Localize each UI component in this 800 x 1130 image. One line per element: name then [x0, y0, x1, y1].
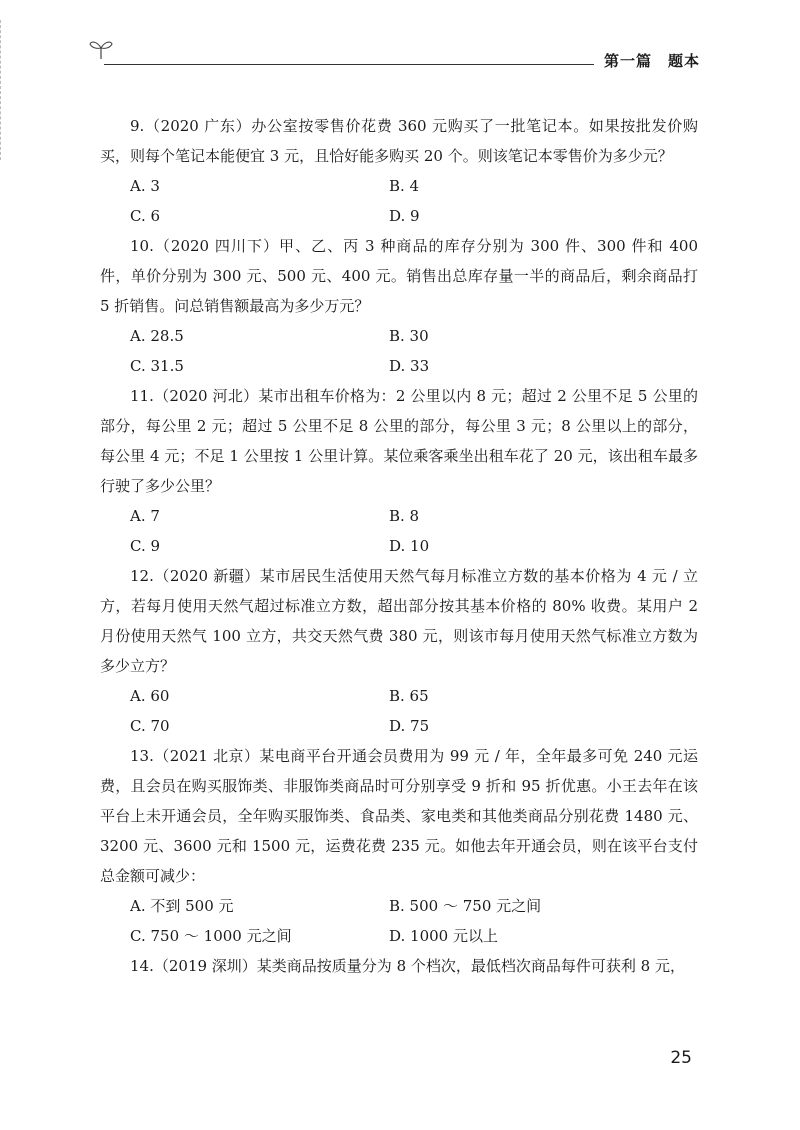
option-a: A. 60 — [130, 687, 170, 705]
option-a: A. 3 — [130, 177, 160, 195]
options-row — [100, 501, 698, 531]
question-13: 13.（2021 北京）某电商平台开通会员费用为 99 元 / 年，全年最多可免 240 元运费，且会员在购买服饰类、非服饰类商品时可分别享受 9 折和 95 折优惠。小王去年在该平台上未开通会员，全年购买服饰类、食品类、家电类和其他类商品分别花费 1480 元、3200 元、3600 元和 1500 元，运费花费 235 元。如他去年开通会员，则在该平台支付总金额可减少： — [100, 747, 698, 885]
option-d: D. 10 — [389, 537, 430, 555]
question-9: 9.（2020 广东）办公室按零售价花费 360 元购买了一批笔记本。如果按批发价购买，则每个笔记本能便宜 3 元，且恰好能多购买 20 个。则该笔记本零售价为多少元？ — [100, 117, 698, 165]
options-row — [100, 201, 698, 231]
option-c: C. 9 — [130, 537, 161, 555]
header-title: 第一篇 题本 — [604, 52, 701, 70]
option-a: A. 28.5 — [130, 327, 184, 345]
page-edge-mark — [0, 20, 4, 160]
options-row — [100, 891, 698, 921]
sprout-icon — [88, 38, 114, 60]
options-row — [100, 681, 698, 711]
options-row — [100, 531, 698, 561]
options-row — [100, 711, 698, 741]
option-b: B. 65 — [389, 687, 429, 705]
option-a: A. 7 — [130, 507, 160, 525]
header-rule — [104, 64, 594, 65]
option-b: B. 30 — [389, 327, 429, 345]
option-c: C. 70 — [130, 717, 170, 735]
options-row — [100, 171, 698, 201]
question-12: 12.（2020 新疆）某市居民生活使用天然气每月标准立方数的基本价格为 4 元 / 立方，若每月使用天然气超过标准立方数，超出部分按其基本价格的 80% 收费。某用户 2 月份使用天然气 100 立方，共交天然气费 380 元，则该市每月使用天然气标准立方数为多少立方？ — [100, 567, 698, 675]
option-c: C. 6 — [130, 207, 161, 225]
options-row — [100, 351, 698, 381]
question-10: 10.（2020 四川下）甲、乙、丙 3 种商品的库存分别为 300 件、300 件和 400 件，单价分别为 300 元、500 元、400 元。销售出总库存量一半的商品后，剩余商品打 5 折销售。问总销售额最高为多少万元？ — [100, 237, 698, 315]
option-d: D. 9 — [389, 207, 420, 225]
option-c: C. 750 ～ 1000 元之间 — [130, 927, 292, 945]
question-14: 14.（2019 深圳）某类商品按质量分为 8 个档次，最低档次商品每件可获利 8 元， — [130, 957, 685, 975]
option-b: B. 8 — [389, 507, 420, 525]
options-row — [100, 321, 698, 351]
options-row — [100, 921, 698, 951]
option-d: D. 75 — [389, 717, 430, 735]
option-b: B. 500 ～ 750 元之间 — [389, 897, 542, 915]
option-b: B. 4 — [389, 177, 420, 195]
question-11: 11.（2020 河北）某市出租车价格为：2 公里以内 8 元；超过 2 公里不足 5 公里的部分，每公里 2 元；超过 5 公里不足 8 公里的部分，每公里 3 元；8 公里以上的部分，每公里 4 元；不足 1 公里按 1 公里计算。某位乘客乘坐出租车花了 20 元，该出租车最多行驶了多少公里？ — [100, 387, 698, 495]
option-d: D. 1000 元以上 — [389, 927, 498, 945]
option-d: D. 33 — [389, 357, 430, 375]
page-number: 25 — [670, 1048, 692, 1068]
option-a: A. 不到 500 元 — [130, 897, 234, 915]
question-list — [100, 111, 698, 981]
option-c: C. 31.5 — [130, 357, 184, 375]
